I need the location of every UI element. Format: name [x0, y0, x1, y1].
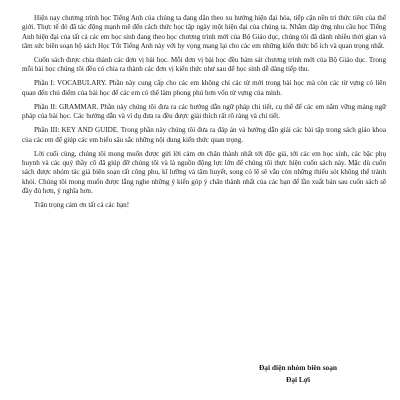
- structure-paragraph: Cuốn sách được chia thành các đơn vị bài học. Mỗi đơn vị bài học đều bám sát chương trình mới của Bộ Giáo dục. Trong mỗi bài học chúng tôi đều có chia ra thành các đơn vị kiến thức như sau để học sinh dễ dàng tiếp thu.: [22, 55, 386, 74]
- signature-name: Đại Lợi: [285, 375, 310, 384]
- signature-title: Đại diện nhóm biên soạn: [258, 363, 338, 372]
- grammar-section-paragraph: Phần II: GRAMMAR. Phần này chúng tôi đưa ra các hướng dẫn ngữ pháp chi tiết, cụ thể để các em nắm vững mảng ngữ pháp của bài học. Các hướng dẫn và ví dụ đưa ra đều được giải thích rất rõ ràng và chi tiết.: [22, 102, 386, 121]
- key-and-guide-section-paragraph: Phần III: KEY AND GUIDE. Trong phần này chúng tôi đưa ra đáp án và hướng dẫn giải các bài tập trong sách giáo khoa của các em để giúp các em hiểu sâu sắc những nội dung kiến thức quan trọng.: [22, 126, 386, 144]
- signature-block: [218, 362, 378, 386]
- intro-paragraph: Hiện nay chương trình học Tiếng Anh của chúng ta đang dần theo xu hướng hiện đại hóa, tiếp cận nền tri thức tiên của thế giới. Thực tế đó đã tác động mạnh mẽ đến cách thức học tập ngày một hiện đại của chúng ta. Nhằm đáp ứng nhu cầu học Tiếng Anh hiện đại của tất cả các em học sinh đang theo học chương trình mới của Bộ Giáo dục, chúng tôi đã dành nhiều thời gian và tâm sức biên soạn bộ sách Học Tốt Tiếng Anh này với hy vọng mang lại cho các em những kiến thức bổ ích và quan trọng nhất.: [22, 14, 386, 51]
- closing-line: Trân trọng cảm ơn tất cả các bạn!: [34, 200, 130, 209]
- thanks-paragraph: Lời cuối cùng, chúng tôi mong muốn được gửi lời cảm ơn chân thành nhất tới độc giả, tới các em học sinh, các bậc phụ huynh và các quý thầy cô đã giúp đỡ chúng tôi và là nguồn động lực lớn để chúng tôi thực hiện cuốn sách này. Mặc dù cuốn sách được nhóm tác giả biên soạn rất công phu, kĩ lưỡng và tâm huyết, song có lẽ sẽ vẫn còn những thiếu sót không thể tránh khỏi. Chúng tôi mong muốn được lắng nghe những ý kiến góp ý chân thành nhất của các bạn để lần xuất bản sau cuốn sách sẽ đầy đủ hơn, ý nghĩa hơn.: [22, 149, 386, 195]
- vocabulary-section-paragraph: Phần I: VOCABULARY. Phần này cung cấp cho các em không chỉ các từ mới trong bài học mà còn các từ vựng có liên quan đến chủ điểm của bài học để các em có thể làm phong phú hơn vốn từ vựng của mình.: [22, 79, 386, 97]
